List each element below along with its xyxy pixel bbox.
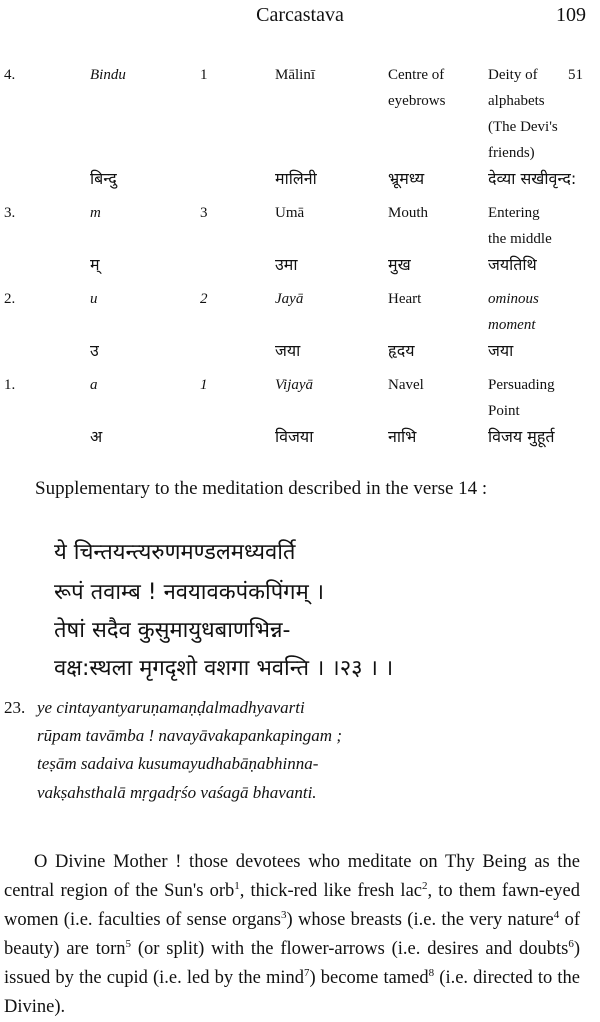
running-title: Carcastava: [256, 4, 344, 26]
commentary-text: (or split) with the flower-arrows (i.e. desires and doubts: [131, 939, 569, 959]
verse-line: वक्ष:स्थला मृगदृशो वशगा भवन्ति । ।२३ । ।: [54, 656, 394, 681]
extra-number: 51: [568, 67, 583, 83]
dev-letter-name: बिन्दु: [90, 169, 117, 188]
footnote-marker: 1: [234, 879, 240, 892]
deity-line: Entering: [488, 205, 540, 221]
footnote-marker: 6: [568, 937, 574, 950]
page-number: 109: [556, 4, 586, 26]
dev-place: भ्रूमध्य: [388, 169, 425, 188]
row-number: 1.: [4, 377, 16, 393]
place-line: Navel: [388, 377, 424, 393]
deity-description: [488, 62, 568, 166]
place-line: Centre of: [388, 67, 445, 83]
verse-line: ये चिन्तयन्त्यरुणमण्डलमध्यवर्ति: [54, 540, 296, 565]
footnote-marker: 3: [281, 908, 287, 921]
letter-name: m: [90, 205, 101, 221]
deity-name: Vijayā: [275, 377, 314, 393]
commentary-text: ) issued by the cupid (i.e. led by the mind: [4, 939, 580, 988]
deity-description: [488, 286, 568, 338]
deity-line: ominous: [488, 291, 539, 307]
letter-name: a: [90, 377, 98, 393]
commentary-text: , thick-red like fresh lac: [239, 881, 422, 901]
dev-deity-name: मालिनी: [275, 169, 317, 188]
place-line: eyebrows: [388, 93, 446, 109]
verse-line: तेषां सदैव कुसुमायुधबाणभिन्न-: [54, 618, 291, 643]
commentary-text: ) become tamed: [309, 968, 429, 988]
verse-line: रूपं तवाम्ब ! नवयावकपंकपिंगम् ।: [54, 580, 325, 605]
deity-description: [488, 372, 568, 424]
dev-description: जया: [488, 341, 514, 360]
commentary-text: (i.e. directed to the Divine).: [4, 968, 581, 1017]
deity-name: Jayā: [275, 291, 304, 307]
place-cell: [388, 372, 478, 398]
row-number: 4.: [4, 67, 16, 83]
deity-line: (The Devi's: [488, 119, 558, 135]
translit-line: rūpam tavāmba ! navayāvakapankapingam ;: [37, 726, 342, 745]
dev-description: जयतिथि: [488, 255, 537, 274]
footnote-marker: 8: [428, 966, 435, 979]
deity-line: Point: [488, 403, 520, 419]
kala-count: 3: [200, 205, 208, 221]
deity-line: Persuading: [488, 377, 555, 393]
dev-place: मुख: [388, 255, 411, 274]
letter-name: Bindu: [90, 67, 126, 83]
dev-description: देव्या सखीवृन्द:: [488, 169, 577, 188]
commentary-text: , to them fawn-eyed women (i.e. faculties of sense organs: [4, 881, 580, 930]
deity-description: [488, 200, 568, 252]
intro-text: Supplementary to the meditation described in the verse 14 :: [35, 478, 488, 499]
footnote-marker: 2: [422, 879, 428, 892]
place-cell: [388, 200, 478, 226]
commentary-text: of beauty) are torn: [4, 910, 581, 959]
dev-place: हृदय: [388, 341, 415, 360]
place-line: Mouth: [388, 205, 429, 221]
dev-deity-name: विजया: [275, 427, 314, 446]
commentary-paragraph: [4, 848, 580, 1022]
deity-line: moment: [488, 317, 536, 333]
footnote-marker: 4: [553, 908, 560, 921]
deity-line: alphabets: [488, 93, 545, 109]
footnote-marker: 7: [304, 966, 310, 979]
kala-count: 2: [200, 291, 208, 307]
letter-name: u: [90, 291, 98, 307]
commentary-text: ) whose breasts (i.e. the very nature: [286, 910, 554, 930]
translit-line: vakṣahsthalā mṛgadṛśo vaśagā bhavanti.: [37, 783, 317, 802]
kala-count: 1: [200, 377, 208, 393]
translit-line: teṣām sadaiva kusumayudhabāṇabhinna-: [37, 754, 319, 773]
deity-name: Mālinī: [275, 67, 315, 83]
verse-number: 23.: [4, 698, 26, 717]
dev-letter-name: उ: [90, 341, 99, 360]
deity-line: the middle: [488, 231, 552, 247]
dev-description: विजय मुहूर्त: [488, 427, 555, 446]
kala-count: 1: [200, 67, 208, 83]
commentary-text: O Divine Mother ! those devotees who meditate on Thy Being as the central region of the Sun's orb: [4, 852, 580, 901]
deity-name: Umā: [275, 205, 305, 221]
translit-line: ye cintayantyaruṇamaṇḍalmadhyavarti: [37, 698, 305, 717]
dev-letter-name: म्: [90, 255, 100, 274]
row-number: 3.: [4, 205, 16, 221]
place-line: Heart: [388, 291, 422, 307]
dev-deity-name: उमा: [275, 255, 298, 274]
deity-line: Deity of: [488, 67, 538, 83]
dev-place: नाभि: [388, 427, 417, 446]
row-number: 2.: [4, 291, 16, 307]
dev-letter-name: अ: [90, 427, 103, 446]
deity-line: friends): [488, 145, 535, 161]
place-cell: [388, 62, 478, 114]
footnote-marker: 5: [125, 937, 132, 950]
place-cell: [388, 286, 478, 312]
dev-deity-name: जया: [275, 341, 301, 360]
